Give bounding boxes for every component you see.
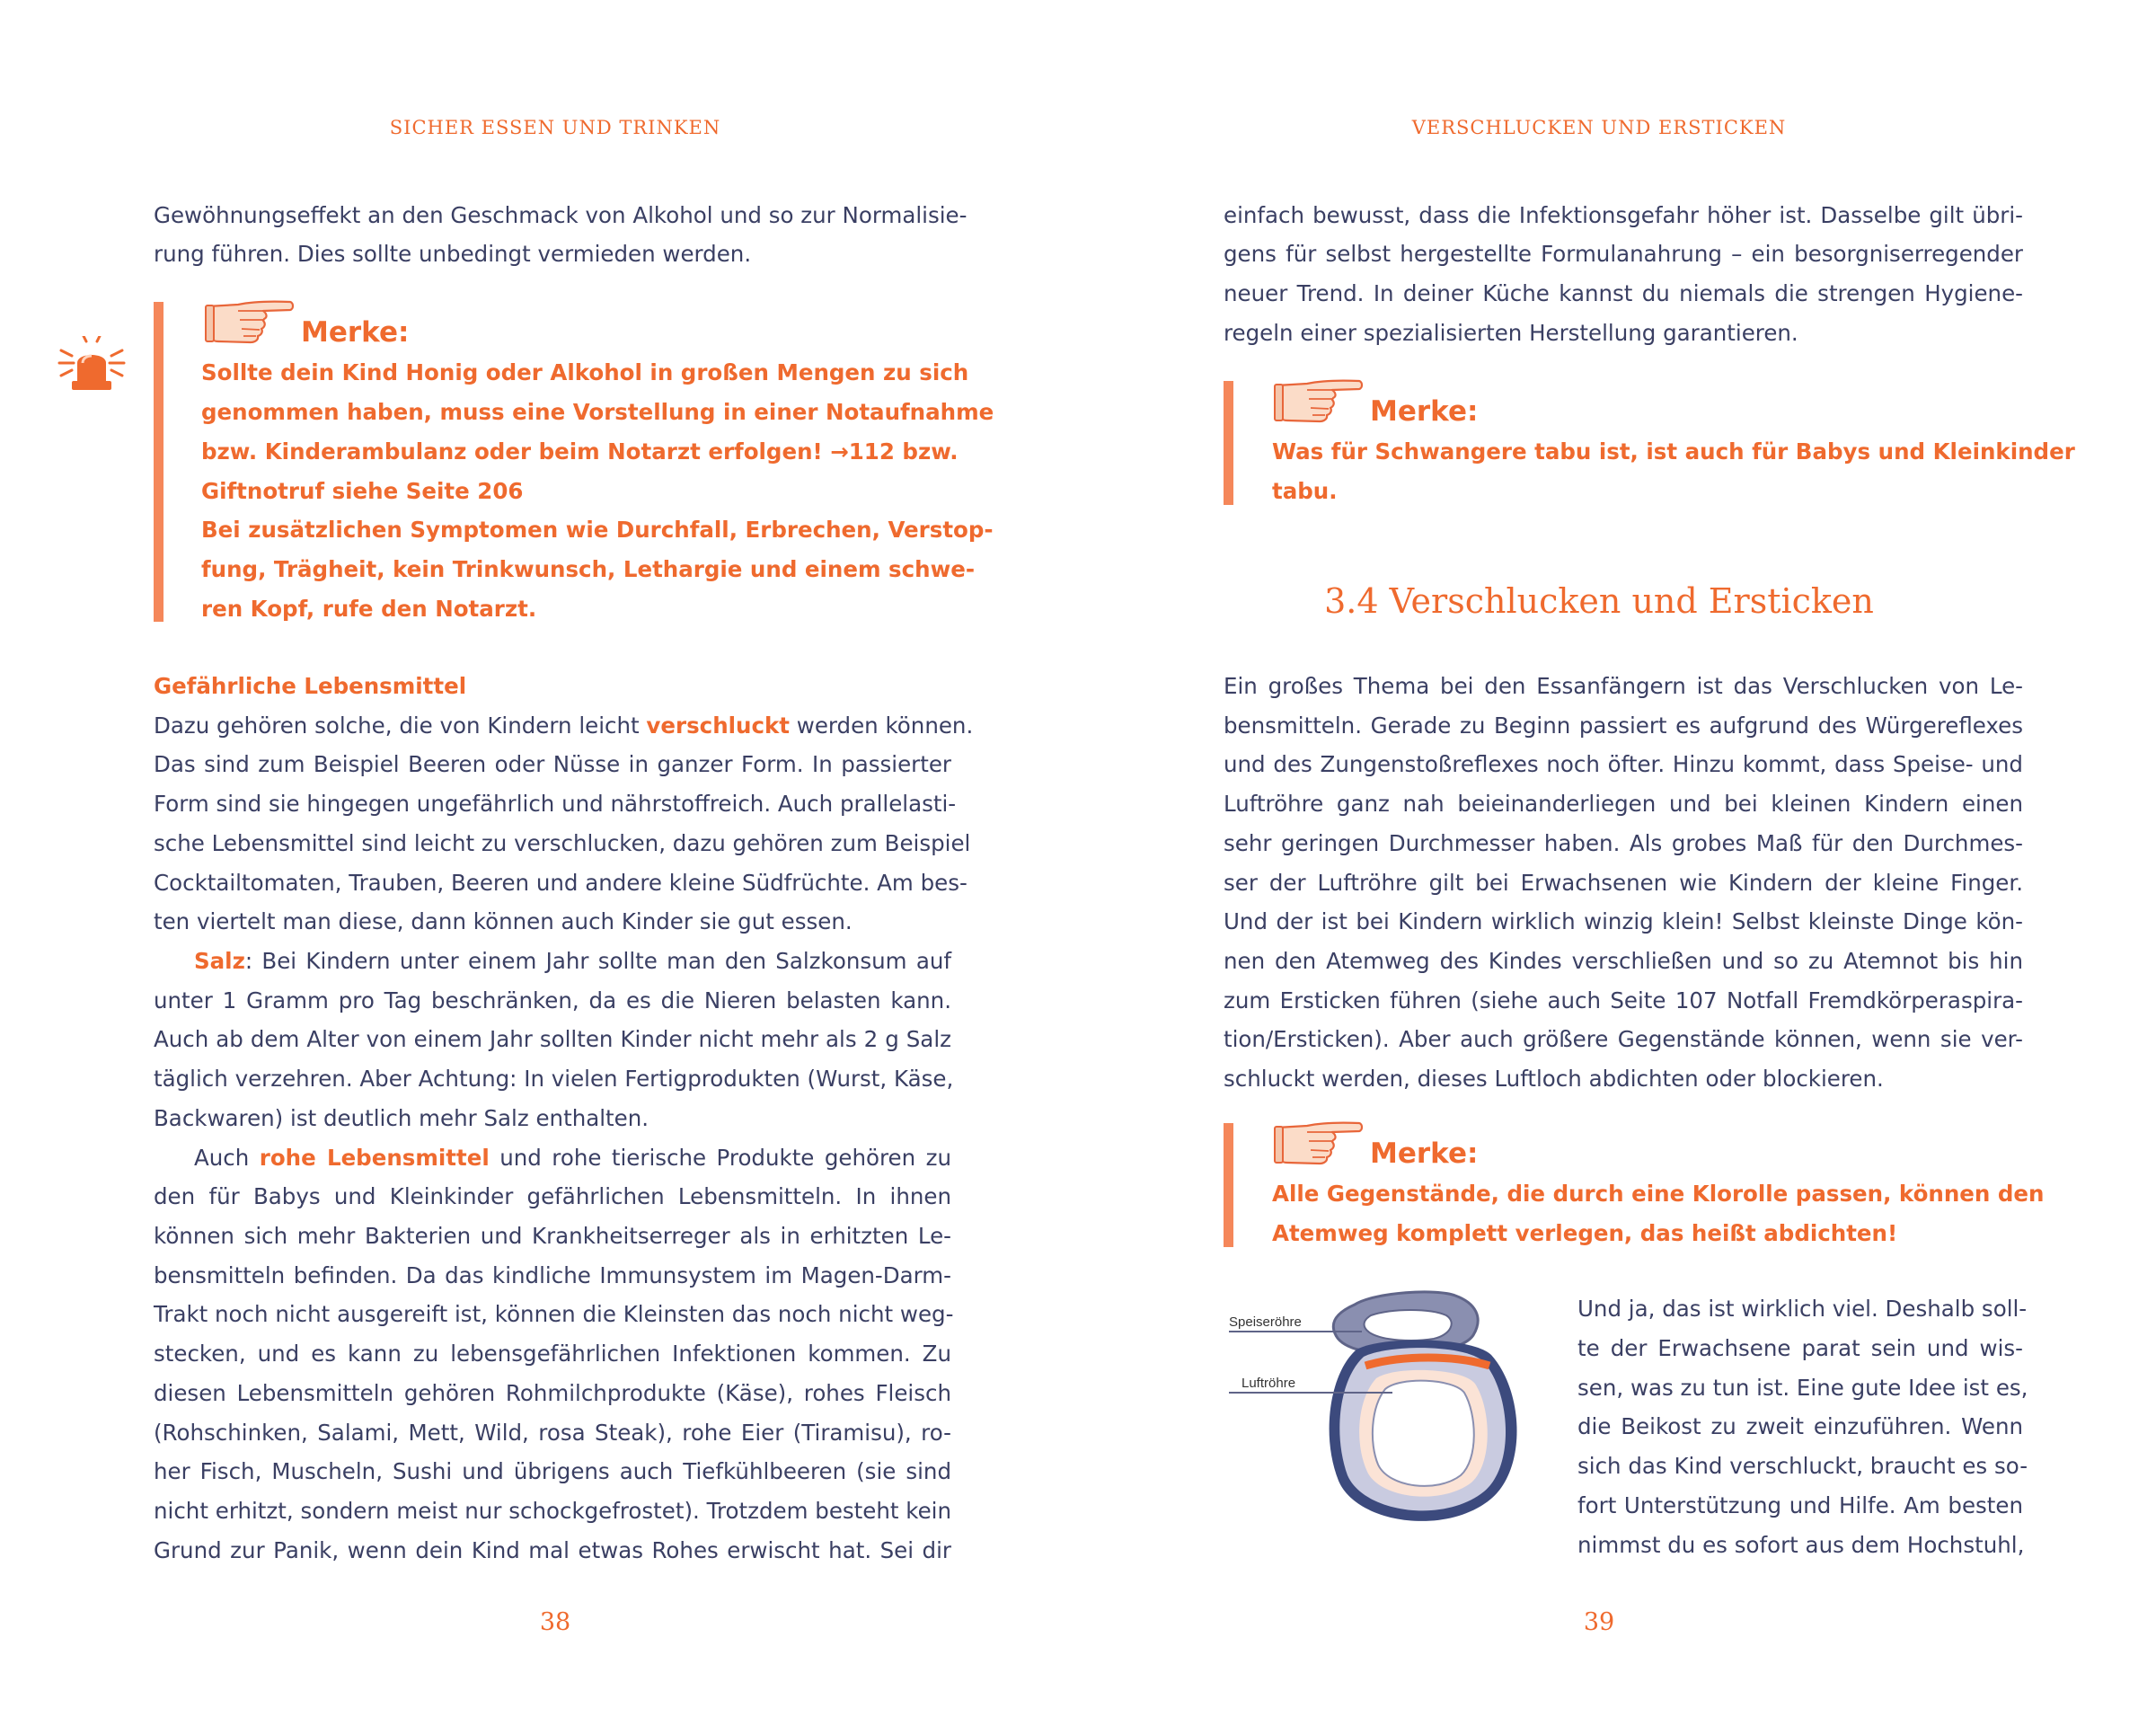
- text-line: Ein großes Thema bei den Essanfängern ist das Verschlucken von Le-: [1224, 673, 2023, 699]
- text-line: ten viertelt man diese, dann können auch Kinder sie gut essen.: [154, 908, 853, 934]
- merke-line: Alle Gegenstände, die durch eine Klorolle passen, können den: [1272, 1181, 2045, 1207]
- text-line: Das sind zum Beispiel Beeren oder Nüsse in ganzer Form. In passierter: [154, 751, 951, 777]
- text-line: Backwaren) ist deutlich mehr Salz enthalten.: [154, 1105, 649, 1131]
- text-line: stecken, und es kann zu lebensgefährlichen Infektionen kommen. Zu: [154, 1341, 951, 1367]
- text-line: sche Lebensmittel sind leicht zu verschlucken, dazu gehören zum Beispiel: [154, 830, 971, 856]
- text-line: den für Babys und Kleinkinder gefährlichen Lebensmitteln. In ihnen: [154, 1183, 951, 1209]
- merke-title: Merke:: [1370, 1137, 1479, 1170]
- text-line: neuer Trend. In deiner Küche kannst du niemals die strengen Hygiene-: [1224, 280, 2023, 306]
- merke-line: Bei zusätzlichen Symptomen wie Durchfall, Erbrechen, Verstop-: [201, 517, 994, 543]
- merke-line: bzw. Kinderambulanz oder beim Notarzt erfolgen! →112 bzw.: [201, 438, 959, 465]
- right-page: [1078, 0, 2156, 1717]
- merke-box: [154, 302, 163, 622]
- page-number: 39: [1583, 1608, 1615, 1636]
- merke-line: fung, Trägheit, kein Trinkwunsch, Lethargie und einem schwe-: [201, 556, 975, 582]
- running-head: VERSCHLUCKEN UND ERSTICKEN: [1411, 117, 1787, 138]
- pointing-hand-icon: [1273, 1119, 1363, 1165]
- text-line: und des Zungenstoßreflexes noch öfter. Hinzu kommt, dass Speise- und: [1224, 751, 2023, 777]
- merke-line: tabu.: [1272, 478, 1338, 504]
- pointing-hand-icon: [1273, 376, 1363, 423]
- text-line: Und der ist bei Kindern wirklich winzig klein! Selbst kleinste Dinge kön-: [1224, 908, 2023, 934]
- text-line: nen den Atemweg des Kindes verschließen und so zu Atemnot bis hin: [1224, 948, 2023, 974]
- merke-line: Giftnotruf siehe Seite 206: [201, 478, 524, 504]
- text-line: diesen Lebensmitteln gehören Rohmilchprodukte (Käse), rohes Fleisch: [154, 1380, 951, 1406]
- label-esophagus: Speiseröhre: [1229, 1314, 1302, 1330]
- text-line: te der Erwachsene parat sein und wis-: [1577, 1335, 2023, 1361]
- merke-line: Was für Schwangere tabu ist, ist auch für Babys und Kleinkinder: [1272, 438, 2075, 465]
- highlight-term: rohe Lebensmittel: [259, 1145, 490, 1171]
- text-line: nimmst du es sofort aus dem Hochstuhl,: [1577, 1532, 2025, 1558]
- text-line: her Fisch, Muscheln, Sushi und übrigens auch Tiefkühlbeeren (sie sind: [154, 1458, 951, 1484]
- esophagus-lumen: [1365, 1310, 1452, 1341]
- text-line: unter 1 Gramm pro Tag beschränken, da es die Nieren belasten kann.: [154, 987, 951, 1013]
- merke-line: ren Kopf, rufe den Notarzt.: [201, 596, 537, 622]
- text-line: Form sind sie hingegen ungefährlich und nährstoffreich. Auch prallelasti-: [154, 791, 957, 817]
- text-line: täglich verzehren. Aber Achtung: In vielen Fertigprodukten (Wurst, Käse,: [154, 1066, 954, 1092]
- text-line: rung führen. Dies sollte unbedingt vermieden werden.: [154, 241, 752, 267]
- text-line: ser der Luftröhre gilt bei Erwachsenen wie Kindern der kleine Finger.: [1224, 870, 2023, 896]
- text-line: Und ja, das ist wirklich viel. Deshalb soll-: [1577, 1296, 2028, 1322]
- text-line: zum Ersticken führen (siehe auch Seite 107 Notfall Fremdkörperaspira-: [1224, 987, 2023, 1013]
- trachea-lumen: [1373, 1381, 1474, 1486]
- highlight-term: Salz: [194, 948, 245, 974]
- page-number: 38: [539, 1608, 571, 1636]
- text-line: sen, was zu tun ist. Eine gute Idee ist es,: [1577, 1375, 2028, 1401]
- text-line: fort Unterstützung und Hilfe. Am besten: [1577, 1492, 2023, 1518]
- merke-line: Atemweg komplett verlegen, das heißt abdichten!: [1272, 1220, 1898, 1246]
- alarm-light-icon: [54, 336, 129, 403]
- section-subheading: Gefährliche Lebensmittel: [154, 673, 467, 699]
- text-line: bensmitteln. Gerade zu Beginn passiert es aufgrund des Würgereflexes: [1224, 712, 2023, 739]
- chapter-heading: 3.4 Verschlucken und Ersticken: [1324, 581, 1874, 621]
- text-line: tion/Ersticken). Aber auch größere Gegenstände können, wenn sie ver-: [1224, 1026, 2023, 1052]
- highlight-term: verschluckt: [646, 712, 791, 739]
- running-head: SICHER ESSEN UND TRINKEN: [389, 117, 721, 138]
- pointing-hand-icon: [204, 297, 294, 344]
- text-line: schluckt werden, dieses Luftloch abdichten oder blockieren.: [1224, 1066, 1884, 1092]
- merke-box: [1224, 381, 1233, 505]
- airway-cross-section-figure: [1222, 1283, 1572, 1544]
- text-line: regeln einer spezialisierten Herstellung garantieren.: [1224, 320, 1798, 346]
- merke-box: [1224, 1123, 1233, 1247]
- text-line: nicht erhitzt, sondern meist nur schockgefrostet). Trotzdem besteht kein: [154, 1498, 951, 1524]
- text-line: Auch rohe Lebensmittel und rohe tierische Produkte gehören zu: [194, 1145, 951, 1171]
- text-line: bensmitteln befinden. Da das kindliche Immunsystem im Magen-Darm-: [154, 1262, 951, 1288]
- text-line: Grund zur Panik, wenn dein Kind mal etwas Rohes erwischt hat. Sei dir: [154, 1537, 951, 1563]
- text-line: sich das Kind verschluckt, braucht es so-: [1577, 1453, 2028, 1479]
- text-line: (Rohschinken, Salami, Mett, Wild, rosa Steak), rohe Eier (Tiramisu), ro-: [154, 1420, 951, 1446]
- text-line: Cocktailtomaten, Trauben, Beeren und andere kleine Südfrüchte. Am bes-: [154, 870, 968, 896]
- label-trachea: Luftröhre: [1241, 1376, 1296, 1391]
- text-line: Auch ab dem Alter von einem Jahr sollten Kinder nicht mehr als 2 g Salz: [154, 1026, 951, 1052]
- text-line: können sich mehr Bakterien und Krankheitserreger als in erhitzten Le-: [154, 1223, 951, 1249]
- text-line: die Beikost zu zweit einzuführen. Wenn: [1577, 1413, 2023, 1439]
- merke-line: genommen haben, muss eine Vorstellung in einer Notaufnahme: [201, 399, 994, 425]
- text-line: gens für selbst hergestellte Formulanahrung – ein besorgniserregender: [1224, 241, 2023, 267]
- merke-title: Merke:: [1370, 395, 1479, 428]
- text-line: sehr geringen Durchmesser haben. Als grobes Maß für den Durchmes-: [1224, 830, 2023, 856]
- text-line: einfach bewusst, dass die Infektionsgefahr höher ist. Dasselbe gilt übri-: [1224, 202, 2023, 228]
- text-line: Gewöhnungseffekt an den Geschmack von Alkohol und so zur Normalisie-: [154, 202, 968, 228]
- text-line: Salz: Bei Kindern unter einem Jahr sollte man den Salzkonsum auf: [194, 948, 951, 974]
- merke-title: Merke:: [301, 316, 410, 349]
- text-line: Dazu gehören solche, die von Kindern leicht verschluckt werden können.: [154, 712, 974, 739]
- text-line: Luftröhre ganz nah beieinanderliegen und bei kleinen Kindern einen: [1224, 791, 2023, 817]
- merke-line: Sollte dein Kind Honig oder Alkohol in großen Mengen zu sich: [201, 359, 969, 385]
- text-line: Trakt noch nicht ausgereift ist, können die Kleinsten das noch nicht weg-: [154, 1301, 954, 1327]
